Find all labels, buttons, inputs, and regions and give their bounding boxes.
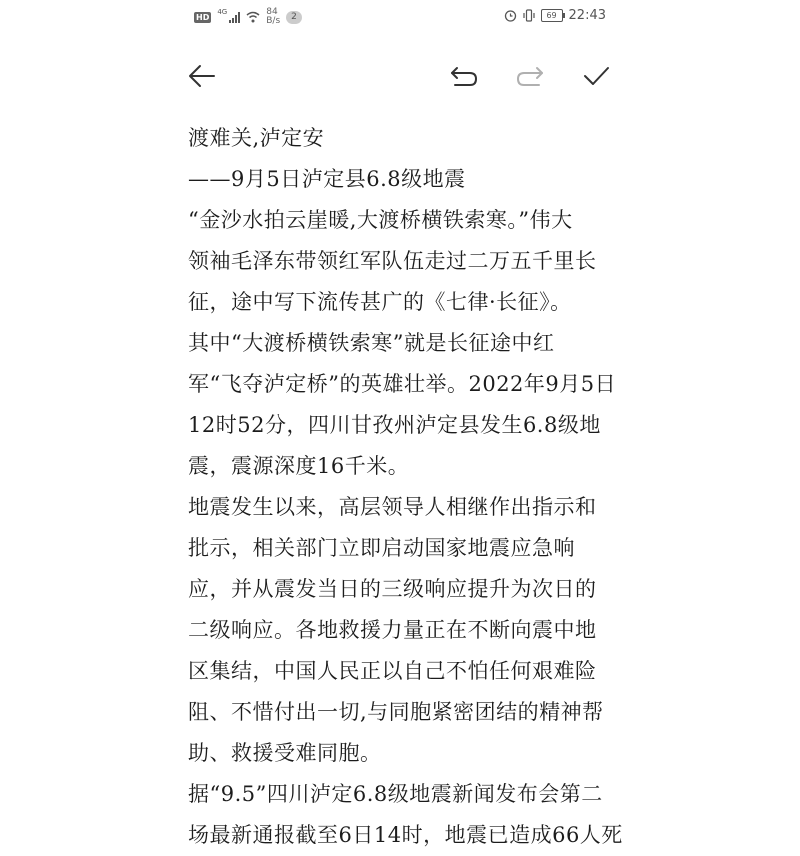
network-speed <box>266 8 280 26</box>
alarm-icon <box>504 9 517 22</box>
speed-unit: B/s <box>266 16 281 26</box>
signal-icon <box>229 11 240 23</box>
confirm-button[interactable] <box>578 60 614 92</box>
notification-count: 2 <box>286 11 302 24</box>
document-line: 军“飞夺泸定桥”的英雄壮举。2022年9月5日 <box>188 372 617 396</box>
document-line: 领袖毛泽东带领红军队伍走过二万五千里长 <box>188 249 597 273</box>
document-title: 渡难关,泸定安 <box>188 126 325 150</box>
document-line: “金沙水拍云崖暖,大渡桥横铁索寒。”伟大 <box>188 208 573 232</box>
redo-button[interactable] <box>512 60 548 92</box>
network-type: 4G <box>217 8 228 16</box>
undo-icon <box>449 64 479 88</box>
vibrate-icon <box>523 9 535 22</box>
document-line: 征，途中写下流传甚广的《七律·长征》。 <box>188 290 572 314</box>
clock: 22:43 <box>568 8 606 23</box>
speed-value: 84 <box>266 7 278 17</box>
document-line: 震，震源深度16千米。 <box>188 454 410 478</box>
document-line: 其中“大渡桥横铁索寒”就是长征途中红 <box>188 331 555 355</box>
document-line: 阻、不惜付出一切,与同胞紧密团结的精神帮 <box>188 700 604 724</box>
document-line: 地震发生以来，高层领导人相继作出指示和 <box>188 495 597 519</box>
document-line: 二级响应。各地救援力量正在不断向震中地 <box>188 618 597 642</box>
undo-button[interactable] <box>446 60 482 92</box>
document-line: 助、救援受难同胞。 <box>188 741 382 765</box>
status-right <box>504 8 606 23</box>
redo-icon <box>515 64 545 88</box>
back-arrow-icon <box>187 63 217 89</box>
status-left <box>194 8 302 26</box>
document-subtitle: ——9月5日泸定县6.8级地震 <box>188 167 466 191</box>
status-bar <box>172 0 624 36</box>
document-line: 12时52分，四川甘孜州泸定县发生6.8级地 <box>188 413 601 437</box>
hd-badge: HD <box>196 12 210 22</box>
document-line: 批示，相关部门立即启动国家地震应急响 <box>188 536 575 560</box>
document-line: 场最新通报截至6日14时，地震已造成66人死 <box>188 823 623 847</box>
back-button[interactable] <box>184 60 220 92</box>
checkmark-icon <box>582 64 610 88</box>
wifi-icon <box>246 11 260 23</box>
editor-toolbar <box>172 52 624 100</box>
document-body[interactable] <box>188 118 623 856</box>
document-line: 应，并从震发当日的三级响应提升为次日的 <box>188 577 597 601</box>
document-line: 区集结，中国人民正以自己不怕任何艰难险 <box>188 659 597 683</box>
phone-screen <box>172 0 624 853</box>
battery-icon: 69 <box>541 9 563 22</box>
document-line: 据“9.5”四川泸定6.8级地震新闻发布会第二 <box>188 782 603 806</box>
